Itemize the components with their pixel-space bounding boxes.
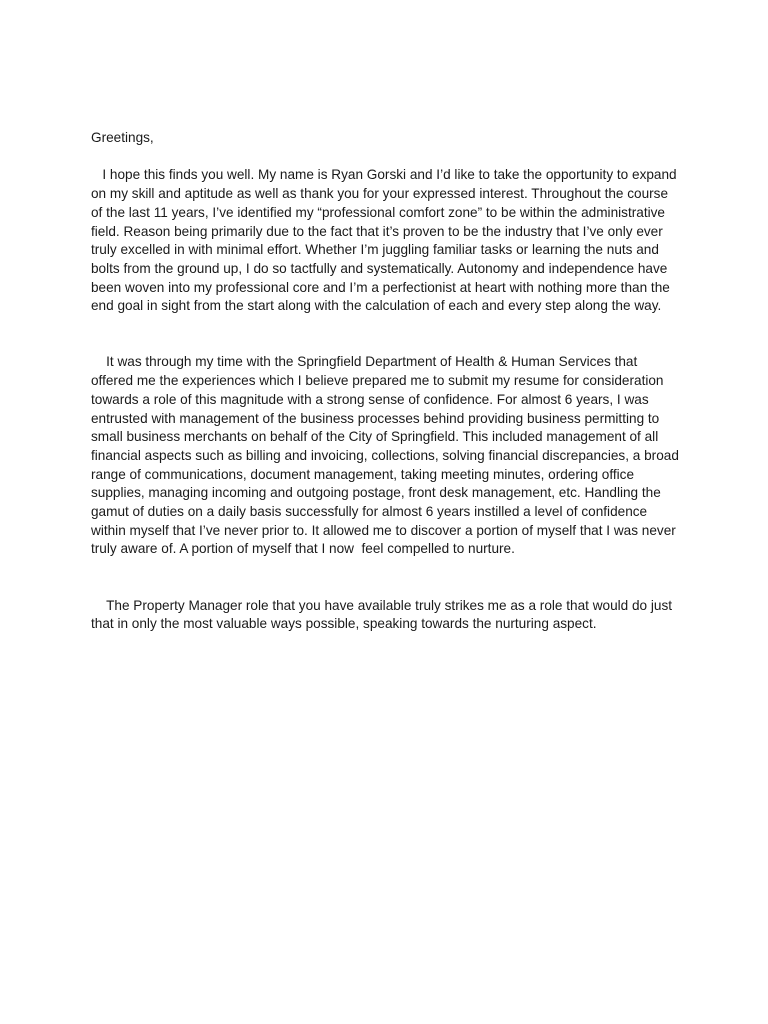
paragraph-experience: It was through my time with the Springfield Department of Health & Human Services that offered me the experiences which I believe prepared me to submit my resume for consideration towards a role of this magnitude with a strong sense of confidence. For almost 6 years, I was entrusted with management of the business processes behind providing business permitting to small business merchants on behalf of the City of Springfield. This included management of all financial aspects such as billing and invoicing, collections, solving financial discrepancies, a broad range of communications, document management, taking meeting minutes, ordering office supplies, managing incoming and outgoing postage, front desk management, etc. Handling the gamut of duties on a daily basis successfully for almost 6 years instilled a level of confidence within myself that I’ve never prior to. It allowed me to discover a portion of myself that I was never truly aware of. A portion of myself that I now feel compelled to nurture. <box>91 354 683 557</box>
paragraph-role-interest: The Property Manager role that you have available truly strikes me as a role that would do just that in only the most valuable ways possible, speaking towards the nurturing aspect. <box>91 597 676 632</box>
letter-body <box>91 129 681 634</box>
paragraph-introduction: I hope this finds you well. My name is Ryan Gorski and I’d like to take the opportunity to expand on my skill and aptitude as well as thank you for your expressed interest. Throughout the course of the last 11 years, I’ve identified my “professional comfort zone” to be within the administrative field. Reason being primarily due to the fact that it’s proven to be the industry that I’ve only ever truly excelled in with minimal effort. Whether I’m juggling familiar tasks or learning the nuts and bolts from the ground up, I do so tactfully and systematically. Autonomy and independence have been woven into my professional core and I’m a perfectionist at heart with nothing more than the end goal in sight from the start along with the calculation of each and every step along the way. <box>91 167 681 314</box>
greeting: Greetings, <box>91 130 154 145</box>
